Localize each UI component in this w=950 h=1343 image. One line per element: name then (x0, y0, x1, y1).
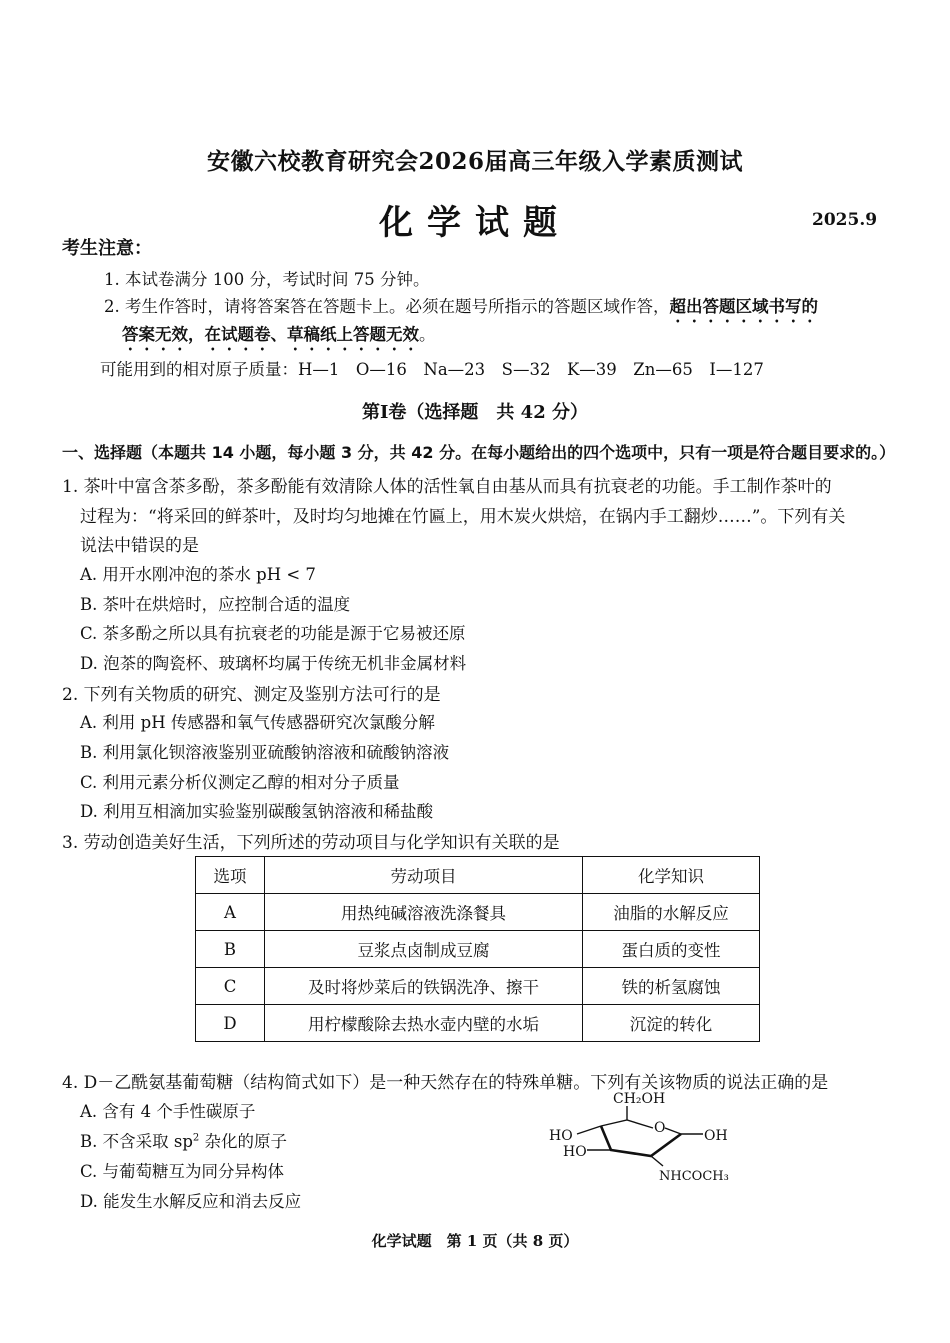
table-cell: 用热纯碱溶液洗涤餐具 (265, 894, 583, 931)
ho-bond-1 (577, 1126, 601, 1134)
notice-item-2-emphasis-a: 超出答题区域书写的 (669, 297, 818, 316)
ho-label-1: HO (549, 1128, 573, 1144)
q2-stem: 2. 下列有关物质的研究、测定及鉴别方法可行的是 (62, 685, 441, 705)
q4-option-b-sup: 2 (192, 1132, 200, 1144)
table-header-row (196, 857, 760, 894)
q4-stem: 4. D－乙酰氨基葡萄糖（结构简式如下）是一种天然存在的特殊单糖。下列有关该物质的说法正确的是 (62, 1073, 829, 1093)
q4-option-b-pre: B. 不含采取 sp (80, 1132, 193, 1151)
q4-option-d: D. 能发生水解反应和消去反应 (80, 1192, 302, 1211)
table-header-cell: 化学知识 (583, 857, 760, 894)
table-cell: 蛋白质的变性 (583, 931, 760, 968)
nhcoch3-label: NHCOCH₃ (659, 1169, 729, 1184)
ring-o-bond (665, 1128, 681, 1134)
q1-option-a: A. 用开水刚冲泡的茶水 pH < 7 (80, 565, 316, 584)
ring-bonds (577, 1106, 703, 1166)
table-cell: 沉淀的转化 (583, 1005, 760, 1042)
table-row (196, 931, 760, 968)
notice-item-2-cont (122, 321, 436, 354)
notice-heading: 考生注意： (62, 238, 152, 259)
ch2oh-label: CH₂OH (613, 1091, 666, 1107)
ring-bottom-bonds (601, 1126, 681, 1156)
q2-option-b: B. 利用氯化钡溶液鉴别亚硫酸钠溶液和硫酸钠溶液 (80, 743, 450, 762)
subject-title: 化学试题 (379, 203, 571, 243)
q3-table (195, 856, 760, 1042)
q2-option-c: C. 利用元素分析仪测定乙醇的相对分子质量 (80, 773, 400, 792)
table-cell: A (196, 894, 265, 931)
q1-stem-line1: 1. 茶叶中富含茶多酚，茶多酚能有效清除人体的活性氧自由基从而具有抗衰老的功能。手工制作茶叶的 (62, 477, 832, 497)
notice-item-2-emphasis-b: 答案无效，在试题卷、草稿纸上答题无效 (122, 325, 419, 344)
table-header-cell: 劳动项目 (265, 857, 583, 894)
q1-option-b: B. 茶叶在烘焙时，应控制合适的温度 (80, 595, 351, 614)
notice-item-2-text: 2. 考生作答时，请将答案答在答题卡上。必须在题号所指示的答题区域作答， (104, 297, 670, 316)
table-cell: 油脂的水解反应 (583, 894, 760, 931)
q4-option-c: C. 与葡萄糖互为同分异构体 (80, 1162, 285, 1181)
table-row (196, 968, 760, 1005)
part-title: 第Ⅰ卷（选择题 共 42 分） (361, 402, 588, 423)
q1-stem-line3: 说法中错误的是 (80, 536, 199, 556)
q4-option-b (80, 1128, 287, 1152)
notice-item-2-end: 。 (419, 325, 436, 344)
page-footer: 化学试题 第 1 页（共 8 页） (371, 1232, 579, 1250)
table-row (196, 1005, 760, 1042)
ring-top-bonds (601, 1120, 653, 1128)
atomic-masses: 可能用到的相对原子质量：H—1 O—16 Na—23 S—32 K—39 Zn—65 I—127 (100, 360, 764, 379)
table-cell: 豆浆点卤制成豆腐 (265, 931, 583, 968)
q1-option-d: D. 泡茶的陶瓷杯、玻璃杯均属于传统无机非金属材料 (80, 654, 467, 673)
table-row (196, 894, 760, 931)
table-header-cell: 选项 (196, 857, 265, 894)
section-intro: 一、选择题（本题共 14 小题，每小题 3 分，共 42 分。在每小题给出的四个选项中，只有一项是符合题目要求的。） (62, 443, 896, 462)
q2-option-d: D. 利用互相滴加实验鉴别碳酸氢钠溶液和稀盐酸 (80, 802, 434, 821)
oh-label: OH (704, 1128, 728, 1144)
nh-bond (651, 1156, 663, 1166)
q2-option-a: A. 利用 pH 传感器和氧气传感器研究次氯酸分解 (80, 713, 435, 732)
exam-header-title: 安徽六校教育研究会2026届高三年级入学素质测试 (206, 148, 743, 175)
q1-stem-line2: 过程为：“将采回的鲜茶叶，及时均匀地摊在竹匾上，用木炭火烘焙，在锅内手工翻炒……”。下列有关 (80, 507, 846, 527)
notice-item-1: 1. 本试卷满分 100 分，考试时间 75 分钟。 (104, 270, 430, 289)
table-cell: 及时将炒菜后的铁锅洗净、擦干 (265, 968, 583, 1005)
table-cell: B (196, 931, 265, 968)
table-cell: 铁的析氢腐蚀 (583, 968, 760, 1005)
table-cell: 用柠檬酸除去热水壶内壁的水垢 (265, 1005, 583, 1042)
ring-oxygen-label: O (654, 1120, 666, 1136)
table-cell: C (196, 968, 265, 1005)
exam-date: 2025.9 (812, 210, 878, 230)
ho-label-2: HO (563, 1144, 587, 1160)
q1-option-c: C. 茶多酚之所以具有抗衰老的功能是源于它易被还原 (80, 624, 466, 643)
q3-stem: 3. 劳动创造美好生活，下列所述的劳动项目与化学知识有关联的是 (62, 833, 560, 853)
q4-option-a: A. 含有 4 个手性碳原子 (80, 1102, 256, 1121)
glucosamine-structure (545, 1090, 745, 1185)
q4-option-b-post: 杂化的原子 (199, 1132, 288, 1151)
table-cell: D (196, 1005, 265, 1042)
